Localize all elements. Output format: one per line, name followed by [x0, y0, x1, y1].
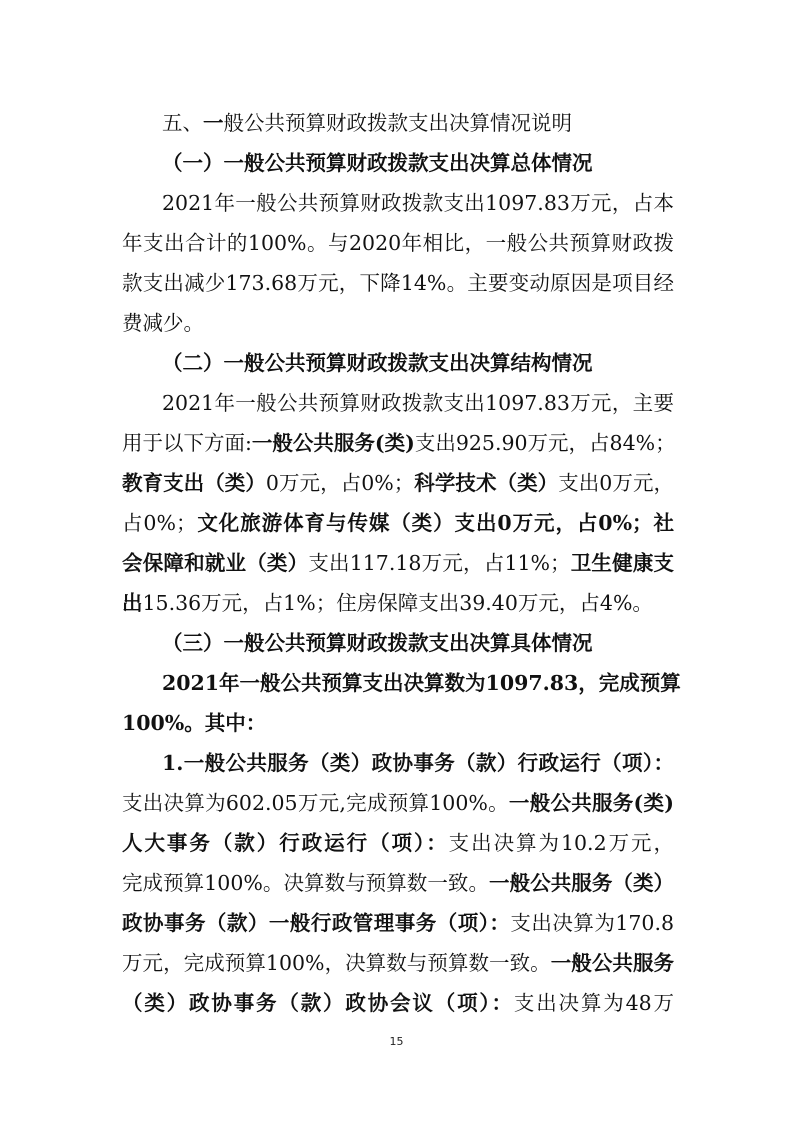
text-line — [122, 548, 674, 578]
text-segment: 支出决算为48万 — [513, 991, 674, 1015]
bold-text-segment: 一般公共服务（类） — [489, 871, 675, 895]
text-segment: 2021年一般公共预算财政拨款支出1097.83万元，占本 — [162, 191, 674, 215]
text-segment: 支出决算为10.2万元， — [448, 831, 675, 855]
bold-text-segment: 一般公共服务(类) — [251, 431, 415, 455]
text-segment: 15.36万元，占1%；住房保障支出39.40万元，占4%。 — [142, 591, 653, 615]
text-line — [122, 948, 674, 978]
text-segment: 万元，完成预算100%，决算数与预算数一致。 — [122, 951, 551, 975]
bold-text-segment: （三）一般公共预算财政拨款支出决算具体情况 — [162, 631, 593, 655]
text-line — [122, 988, 674, 1018]
text-line — [122, 228, 674, 258]
bold-text-segment: 政协事务（款）一般行政管理事务（项）： — [122, 911, 511, 935]
text-line — [122, 308, 674, 338]
text-line — [122, 508, 674, 538]
text-segment: 般公共预算财政拨款支出决算情况说明 — [223, 111, 572, 135]
bold-text-segment: 100%。其中： — [122, 711, 267, 735]
text-segment: 年支出合计的100%。与2020年相比，一般公共预算财政拨 — [122, 231, 674, 255]
text-segment: 用于以下方面: — [122, 431, 252, 455]
text-line — [162, 188, 674, 218]
bold-text-segment: （一）一般公共预算财政拨款支出决算总体情况 — [162, 151, 593, 175]
text-line — [122, 268, 674, 298]
text-segment: 五、 — [162, 111, 203, 135]
text-segment: 款支出减少173.68万元，下降14%。主要变动原因是项目经 — [122, 271, 674, 295]
text-segment: 支出117.18万元，占11%； — [308, 551, 571, 575]
bold-text-segment: （二）一般公共预算财政拨款支出决算结构情况 — [162, 351, 593, 375]
text-line — [162, 628, 674, 658]
bold-text-segment: 一般公共服务 — [550, 951, 675, 975]
bold-text-segment: 卫生健康支 — [570, 551, 675, 575]
text-segment: 占0%； — [122, 511, 197, 535]
bold-text-segment: 教育支出（类） — [122, 471, 266, 495]
text-line — [162, 108, 674, 138]
text-line — [162, 388, 674, 418]
text-segment: 支出决算为170.8 — [510, 911, 675, 935]
text-line — [162, 148, 674, 178]
bold-text-segment: 一 — [203, 111, 224, 135]
text-segment: 支出925.90万元，占84%； — [414, 431, 676, 455]
bold-text-segment: 1.一般公共服务（类）政协事务（款）行政运行（项）： — [162, 751, 674, 775]
text-segment: 完成预算100%。决算数与预算数一致。 — [122, 871, 490, 895]
bold-text-segment: 2021年一般公共预算支出决算数为1097.83，完成预算 — [162, 671, 681, 695]
bold-text-segment: 出 — [122, 591, 143, 615]
bold-text-segment: 文化旅游体育与传媒（类）支出0万元，占0%；社 — [196, 511, 674, 535]
bold-text-segment: 人大事务（款）行政运行（项）： — [122, 831, 449, 855]
text-line — [162, 348, 674, 378]
text-segment: 支出0万元， — [558, 471, 675, 495]
text-line — [162, 748, 674, 778]
text-segment: 2021年一般公共预算财政拨款支出1097.83万元，主要 — [162, 391, 674, 415]
text-line — [122, 828, 674, 858]
text-line — [122, 588, 674, 618]
text-line — [122, 708, 674, 738]
bold-text-segment: （类）政协事务（款）政协会议（项）： — [122, 991, 514, 1015]
text-line — [162, 668, 681, 698]
bold-text-segment: 一般公共服务(类) — [508, 791, 674, 815]
text-segment: 支出决算为602.05万元,完成预算100%。 — [122, 791, 509, 815]
text-line — [122, 908, 674, 938]
text-line — [122, 788, 674, 818]
text-segment: 费减少。 — [122, 311, 204, 335]
text-line — [122, 868, 674, 898]
page-number: 15 — [389, 1035, 404, 1048]
bold-text-segment: 会保障和就业（类） — [122, 551, 309, 575]
bold-text-segment: 科学技术（类） — [414, 471, 559, 495]
text-line — [122, 468, 674, 498]
text-line — [122, 428, 674, 458]
text-segment: 0万元，占0%； — [265, 471, 415, 495]
